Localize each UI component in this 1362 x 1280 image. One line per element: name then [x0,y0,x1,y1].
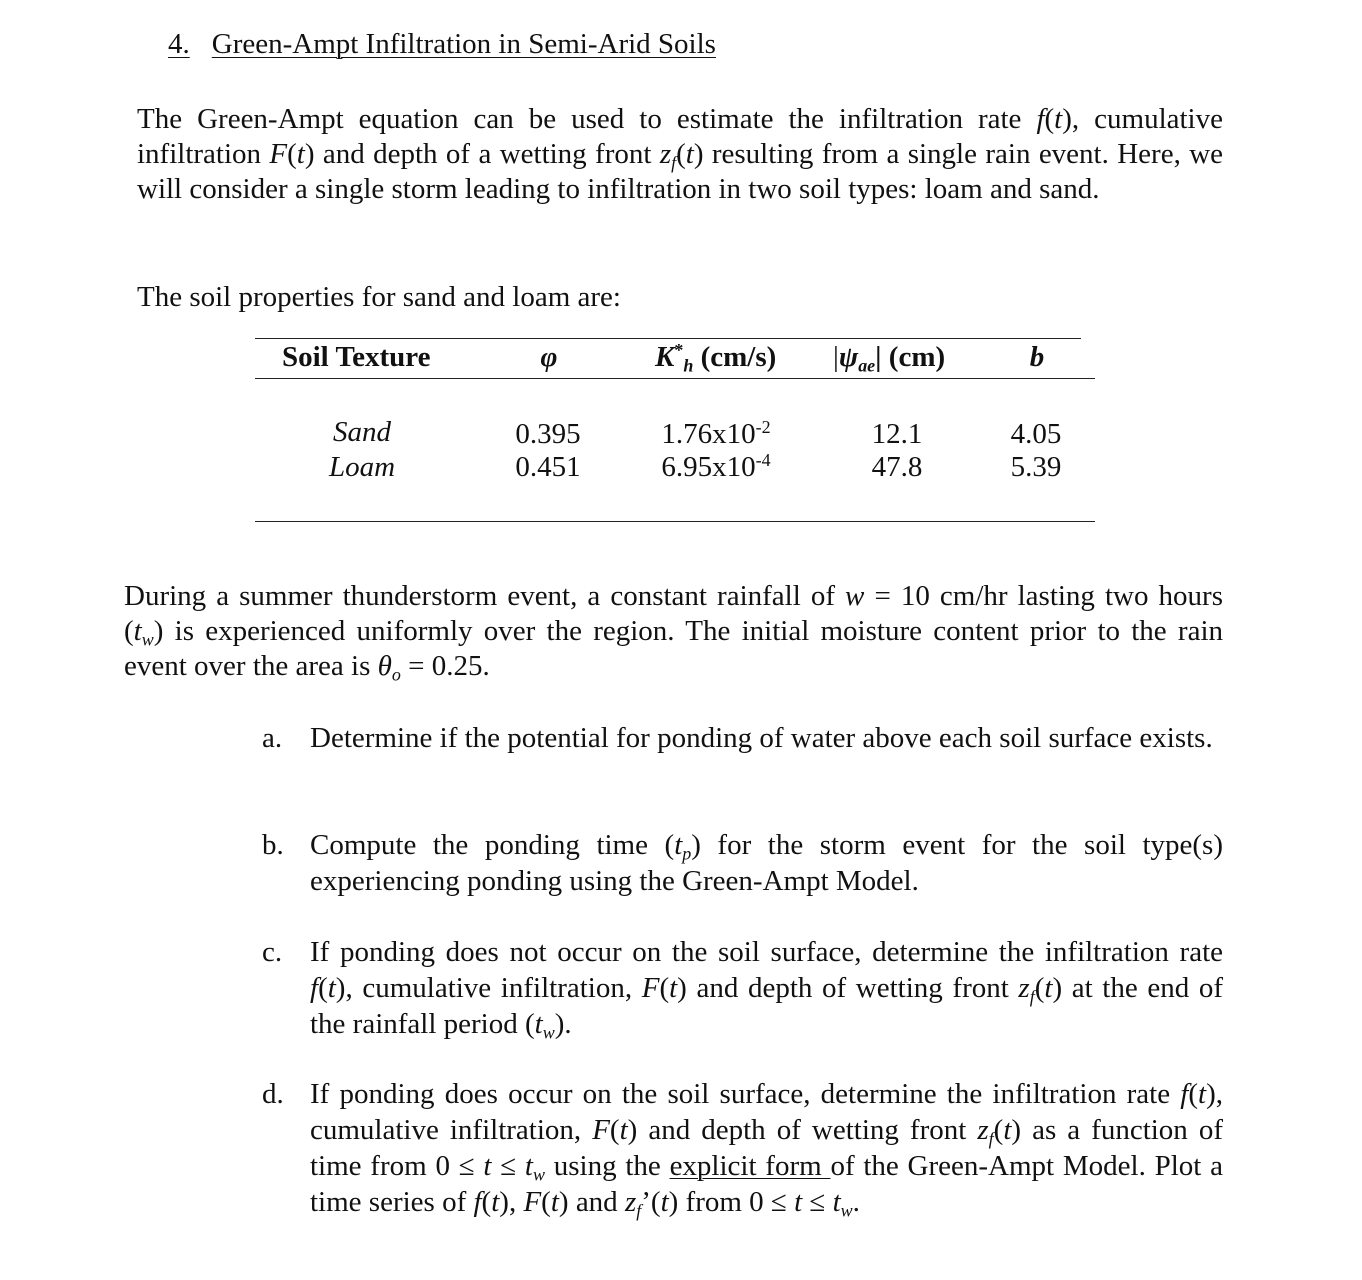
table-bottom-rule [255,521,1095,522]
cell-conductivity-sand: $1.76x10^{-2}$ [661,417,771,450]
soil-properties-intro: The soil properties for sand and loam are: [137,281,621,313]
intro-paragraph: The Green-Ampt equation can be used to estimate the infiltration rate f(t), cumulative infiltration F(t) and depth of a wetting front $z_f(t)$ resulting from a single rain event. Here, we will consider a single storm leading to infiltration in two soil types: loam and sand. [137,103,1224,205]
header-conductivity: $K^*_h$ (cm/s) [655,340,777,376]
table-top-rule [255,338,1081,339]
question-a-text: Determine if the potential for ponding of water above each soil surface exists. [310,722,1213,754]
question-c-text: If ponding does not occur on the soil surface, determine the infiltration rate f(t), cumulative infiltration, F(t) and depth of wetting front $z_f(t)$ at the end of the rainfall period $(t_w)$. [310,936,1224,1043]
cell-texture-loam: Loam [328,451,396,483]
cell-b-sand: 4.05 [1010,418,1062,450]
question-b-marker: b. [262,829,284,861]
soil-properties-table [255,338,1095,528]
cell-conductivity-loam: $6.95x10^{-4}$ [661,450,771,483]
problem-heading [168,28,716,61]
header-porosity: φ [540,341,558,373]
question-d-marker: d. [262,1078,284,1110]
cell-texture-sand: Sand [333,416,391,448]
cell-air-entry-sand: 12.1 [871,418,923,450]
question-a-marker: a. [262,722,283,754]
cell-air-entry-loam: 47.8 [871,451,923,483]
question-d-text: If ponding does occur on the soil surface, determine the infiltration rate f(t), cumulative infiltration, F(t) and depth of wetting front $z_f(t)$ as a function of time from $0 \le t \le t_w$ using the explicit form of the Green-Ampt Model. Plot a time series of f(t), F(t) and $z_f’(t)$ from $0 \le t \le t_w$. [310,1078,1223,1221]
problem-title: Green-Ampt Infiltration in Semi-Arid Soils [211,28,716,60]
header-soil-texture: Soil Texture [282,341,431,373]
explicit-form-underlined: explicit form [669,1150,831,1182]
problem-number: 4. [168,28,190,60]
cell-b-loam: 5.39 [1010,451,1062,483]
question-c-marker: c. [262,936,283,968]
storm-paragraph: During a summer thunderstorm event, a constant rainfall of w = 10 cm/hr lasting two hours $(t_w)$ is experienced uniformly over the region. The initial moisture content prior to the rain event over the area is $\theta_o = 0.25$. [124,580,1223,685]
header-b: b [1029,341,1045,373]
table-header-rule [255,378,1095,379]
header-air-entry: $|\psi_{ae}|$ (cm) [833,341,946,376]
cell-porosity-loam: 0.451 [515,451,581,483]
cell-porosity-sand: 0.395 [515,418,581,450]
question-b-text: Compute the ponding time $(t_p)$ for the storm event for the soil type(s) experiencing ponding using the Green-Ampt Model. [310,829,1223,897]
